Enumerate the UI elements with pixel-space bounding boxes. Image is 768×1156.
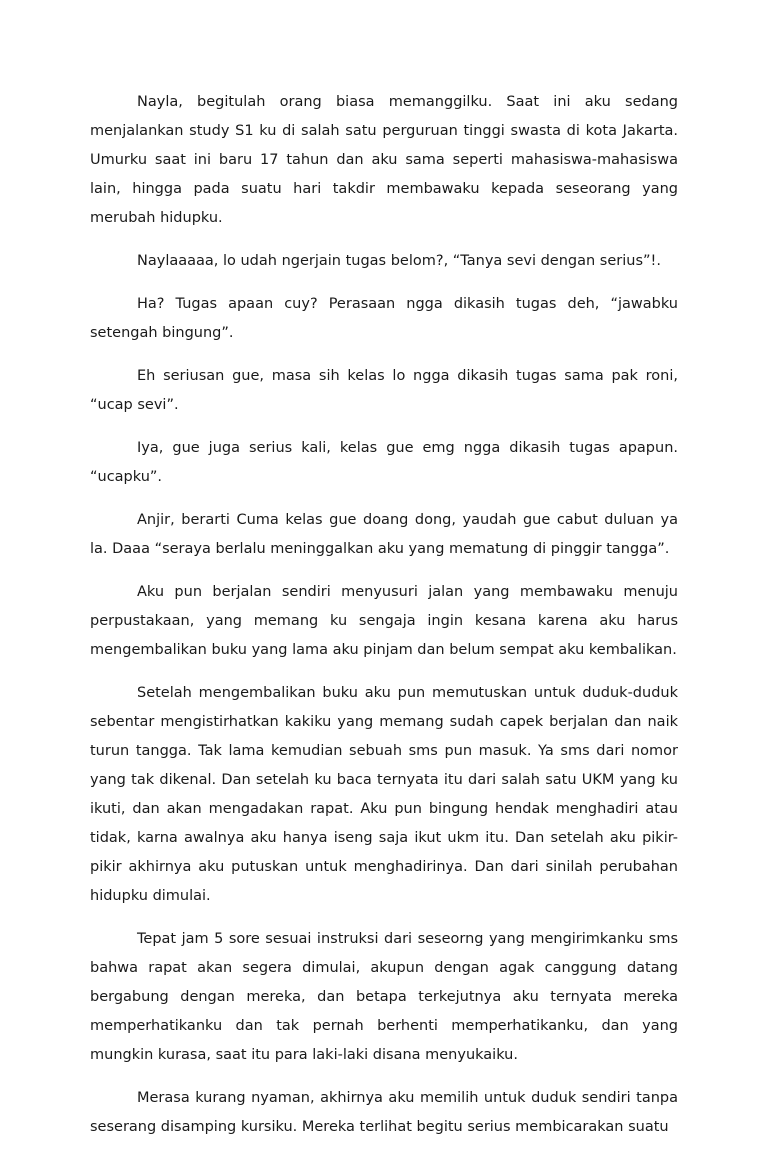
story-text xyxy=(90,88,678,1156)
paragraph-3: Ha? Tugas apaan cuy? Perasaan ngga dikasih tugas deh, “jawabku setengah bingung”. xyxy=(90,296,678,341)
paragraph-4: Eh seriusan gue, masa sih kelas lo ngga dikasih tugas sama pak roni, “ucap sevi”. xyxy=(90,368,678,413)
paragraph-10: Merasa kurang nyaman, akhirnya aku memilih untuk duduk sendiri tanpa seserang disamping kursiku. Mereka terlihat begitu serius membicarakan suatu xyxy=(90,1090,678,1135)
paragraph-2: Naylaaaaa, lo udah ngerjain tugas belom?, “Tanya sevi dengan serius”!. xyxy=(137,253,661,269)
paragraph-6: Anjir, berarti Cuma kelas gue doang dong, yaudah gue cabut duluan ya la. Daaa “seraya berlalu meninggalkan aku yang mematung di pinggir tangga”. xyxy=(90,512,678,557)
paragraph-5: Iya, gue juga serius kali, kelas gue emg ngga dikasih tugas apapun. “ucapku”. xyxy=(90,440,678,485)
paragraph-7: Aku pun berjalan sendiri menyusuri jalan yang membawaku menuju perpustakaan, yang memang ku sengaja ingin kesana karena aku harus mengembalikan buku yang lama aku pinjam dan belum sempat aku kembalikan. xyxy=(90,584,678,658)
paragraph-8: Setelah mengembalikan buku aku pun memutuskan untuk duduk-duduk sebentar mengistirhatkan kakiku yang memang sudah capek berjalan dan naik turun tangga. Tak lama kemudian sebuah sms pun masuk. Ya sms dari nomor yang tak dikenal. Dan setelah ku baca ternyata itu dari salah satu UKM yang ku ikuti, dan akan mengadakan rapat. Aku pun bingung hendak menghadiri atau tidak, karna awalnya aku hanya iseng saja ikut ukm itu. Dan setelah aku pikir-pikir akhirnya aku putuskan untuk menghadirinya. Dan dari sinilah perubahan hidupku dimulai. xyxy=(90,685,678,904)
paragraph-1: Nayla, begitulah orang biasa memanggilku. Saat ini aku sedang menjalankan study S1 ku di salah satu perguruan tinggi swasta di kota Jakarta. Umurku saat ini baru 17 tahun dan aku sama seperti mahasiswa-mahasiswa lain, hingga pada suatu hari takdir membawaku kepada seseorang yang merubah hidupku. xyxy=(90,94,678,226)
paragraph-9: Tepat jam 5 sore sesuai instruksi dari seseorng yang mengirimkanku sms bahwa rapat akan segera dimulai, akupun dengan agak canggung datang bergabung dengan mereka, dan betapa terkejutnya aku ternyata mereka memperhatikanku dan tak pernah berhenti memperhatikanku, dan yang mungkin kurasa, saat itu para laki-laki disana menyukaiku. xyxy=(90,931,678,1063)
